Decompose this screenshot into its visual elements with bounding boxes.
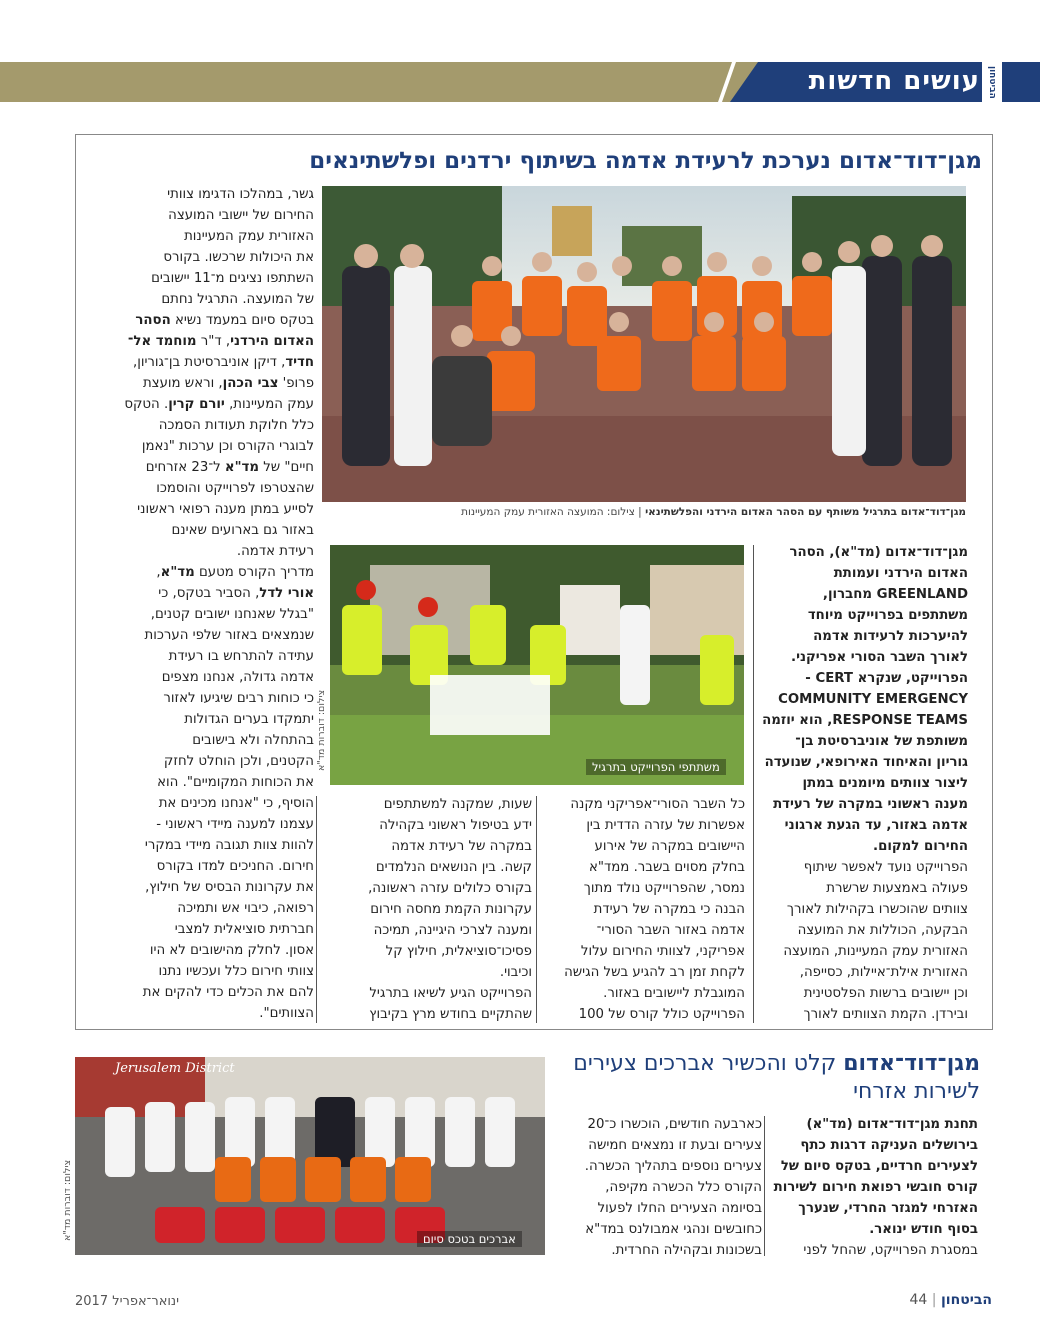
text-line: שעות, שמקנה למשתתפים (383, 797, 532, 812)
text-line: עתידה להתרחש בו רעידת (168, 649, 314, 664)
intro-line: מגן־דוד־אדום (מד"א), הסהר (789, 545, 968, 560)
text-line: הצוותים". (259, 1006, 314, 1021)
article2-col-right (768, 1114, 978, 1261)
section-title: עושים חדשות (808, 66, 980, 96)
text-line: רפואה, כיבוי אש ותמיכה (177, 901, 314, 916)
column-rule (764, 1116, 765, 1256)
article-col-mid (540, 794, 745, 1025)
photo-caption: מגן־דוד־אדום בתרגיל משותף עם הסהר האדום הירדני והפלשתינאי (645, 506, 966, 518)
text-line: במקרה של רעידת אדמה (391, 839, 532, 854)
text-line: האזורית עמק המעיינות, המועצה (783, 944, 968, 959)
text-line: הפרוייקט כולל קורס של 100 (578, 1007, 745, 1022)
text-line: "בגלל שאנחנו ישובים קטנים, (150, 607, 314, 622)
text-line: ומענה לצרכי היגיינה, תמיכה (373, 923, 532, 938)
text-line: כארבעה חודשים, הוכשרו כ־20 (587, 1117, 762, 1132)
footer-date: ינואר־אפריל 2017 (75, 1294, 180, 1309)
intro-line: לאורך השבר הסורי אפריקני. (791, 650, 968, 665)
text-line: הבנה כי במקרה של רעידת (593, 902, 745, 917)
text-line: בקורס כלולים עזרה ראשונה, (368, 881, 532, 896)
text-line: כחובשים ונהגי אמבולנס במד"א (585, 1222, 762, 1237)
text-line: בירושלים העניקה דרגות כתף (800, 1138, 978, 1153)
group-photo-image (322, 186, 966, 502)
text-line: לקחת זמן רב להגיע בשל הגישה (564, 965, 745, 980)
text-line: פרופ' צבי הכהן, וראש מועצת (142, 376, 314, 391)
article-intro (758, 542, 968, 857)
graduates-banner-text: Jerusalem District (115, 1061, 235, 1076)
column-rule (536, 796, 537, 1023)
column-rule (753, 545, 754, 1023)
text-line: באזור גם בארועים שאינם (171, 523, 314, 538)
article2-title-line2: לשירות אזרחי (853, 1079, 980, 1104)
text-line: כי כוחות רבים שיגיעו לאזור (163, 691, 314, 706)
text-line: חדיד, דיקן אוניברסיטת בן־גוריון, (132, 355, 314, 370)
text-line: הקורס כלל הכשרה מקיפה, (605, 1180, 762, 1195)
text-line: הקטנים, ולכן הוחלט לחזק (163, 754, 314, 769)
text-line: אדמה גדולה, אנחנו מצפים (161, 670, 314, 685)
article2-title (500, 1050, 980, 1106)
text-line: אפשרות של עזרה הדדית בין (586, 818, 745, 833)
text-line: עצמנו למענה מיידי ראשוני - (156, 817, 314, 832)
intro-line: RESPONSE TEAMS, הוא יוזמה (762, 713, 968, 728)
text-line: הוסיף, כי "אנחנו מכינים את (158, 796, 314, 811)
text-line: אסון. לחלק מהישובים לא היו (149, 943, 314, 958)
article2-title-bold: מגן־דוד־אדום (843, 1051, 980, 1076)
intro-line: להיערכות לרעידות אדמה (813, 629, 968, 644)
text-line: צעירים נוספים בתהליך הכשרה. (584, 1159, 762, 1174)
text-line: בסיומה הצעירים החלו לפעול (597, 1201, 762, 1216)
column-rule (316, 796, 317, 1023)
intro-line: משותפת של אוניברסיטת בן־ (795, 734, 968, 749)
text-line: בסוף חודש ינואר. (869, 1222, 978, 1237)
article-title: מגן־דוד־אדום נערכת לרעידת אדמה בשיתוף ירדנים ופלשתינאים (309, 148, 982, 174)
text-line: האזרחי למגזר החרדי, שנערך (798, 1201, 978, 1216)
text-line: רעידת אדמה. (236, 544, 314, 559)
text-line: הפרוייקט נועד לאפשר שיתוף (803, 860, 968, 875)
text-line: חברתית סוציאלית למצבי (174, 922, 314, 937)
text-line: האזורית עמק המעיינות (184, 229, 314, 244)
article-col-left (322, 794, 532, 1025)
text-line: תחנת מגן־דוד־אדום (מד"א) (806, 1117, 978, 1132)
text-line: אדמה באזור השבר הסורי־ (596, 923, 745, 938)
intro-line: משתתפים בפרוייקט מיוחד (807, 608, 968, 623)
text-line: חירום. החניכים למדו בקורס (156, 859, 314, 874)
intro-line: גוריון והאיחוד האירופאי, שנועדה (764, 755, 968, 770)
graduates-photo-image (75, 1057, 545, 1255)
text-line: קורס חובשי רפואת חירום לשירות (773, 1180, 978, 1195)
text-line: החירום של יישובי המועצה (168, 208, 314, 223)
article2-col-left (552, 1114, 762, 1261)
text-line: את היכולות שרכשו. בקורס (163, 250, 314, 265)
text-line: לסייע במתן מענה רפואי ראשוני (137, 502, 314, 517)
text-line: אורי לדל, הסביר בטקס, כי (158, 586, 314, 601)
footer-separator: | (927, 1292, 937, 1308)
intro-line: GREENLAND מחברון, (822, 587, 968, 602)
text-line: שהצטרפו לפרוייקט והוסמכו (156, 481, 314, 496)
intro-line: הפרוייקט, שנקרא CERT - (805, 671, 968, 686)
text-line: פסיכו־סוציאלית, חילוץ קל (385, 944, 532, 959)
brand-tab: הביטחון (982, 62, 1002, 102)
text-line: בהתחלה ולא בישובים (192, 733, 314, 748)
exercise-photo-image (330, 545, 744, 785)
text-line: הבקעה, הכוללות את המועצה (797, 923, 968, 938)
text-line: האדום הירדני, ד"ר מוחמד אל־ (127, 334, 314, 349)
text-line: לצעירים חרדיים, בטקס סיום של (780, 1159, 978, 1174)
photo-credit: צילום: המועצה האזורית עמק המעיינות (461, 506, 635, 518)
intro-line: החירום למקום. (873, 839, 968, 854)
footer-brand: הביטחון (940, 1292, 992, 1308)
text-line: עמק המעיינות, יורם קרין. הטקס (124, 397, 314, 412)
text-line: עקרונות הקמת מחסה חירום (370, 902, 532, 917)
text-line: האזורית אילת־איילות, כסייפה, (799, 965, 968, 980)
text-line: בטקס סיום במעמד נשיא הסהר (135, 313, 314, 328)
text-line: המוגבלת ליישובים באזור. (603, 986, 745, 1001)
text-line: פעולה באמצעות שרשרת (826, 881, 968, 896)
exercise-photo-caption: משתתפי הפרוייקט בתרגיל (586, 759, 726, 775)
footer-page-number: 44 (909, 1292, 928, 1308)
text-line: כל השבר הסורי־אפריקני מקנה (570, 797, 745, 812)
text-line: להם את הכלים כדי להקים את (142, 985, 314, 1000)
text-line: את הכוחות המקומיים". הוא (157, 775, 314, 790)
article2-title-line1 (500, 1050, 980, 1078)
exercise-photo-credit: צילום: דוברות מד"א (316, 690, 327, 772)
photo-caption-bar (322, 506, 966, 528)
text-line: מדריך הקורס מטעם מד"א, (156, 565, 314, 580)
text-line: בשכונות ובקהילה החרדית. (611, 1243, 762, 1258)
text-line: וכן יישובים ברשות הפלסטינית (803, 986, 968, 1001)
text-line: את עקרונות הבסיס של חילוץ, (145, 880, 314, 895)
footer-page (910, 1292, 992, 1308)
text-line: קשה. בין הנושאים הנלמדים (375, 860, 532, 875)
text-line: ידע בטיפול ראשוני בקהילה (379, 818, 532, 833)
text-line: הפרוייקט הגיע לשיאו בתרגיל (369, 986, 532, 1001)
graduates-photo (75, 1057, 545, 1255)
text-line: השתתפו נציגים מ־11 יישובים (151, 271, 314, 286)
graduates-photo-credit: צילום: דוברות מד"א (62, 1160, 73, 1242)
article-col-right (758, 857, 968, 1025)
text-line: שהתקיים בחודש מרץ בקיבוץ (369, 1007, 532, 1022)
text-line: בחלק מסוים בשבר. ממד"א (589, 860, 745, 875)
text-line: גשר, במהלכו הדגימו צוותי (167, 187, 314, 202)
text-line: להוות צוות תגובה מיידי במקרי (144, 838, 314, 853)
intro-line: האדום הירדני ועמותת (833, 566, 968, 581)
text-line: היישובים במקרה של אירוע (594, 839, 745, 854)
exercise-photo (330, 545, 744, 785)
text-line: חיים" של מד"א ל־23 אזרחים (145, 460, 314, 475)
text-line: במסגרת הפרוייקט, שהחל לפני (803, 1243, 978, 1258)
text-line: צוותי חירום כלל ועכשיו נתנו (158, 964, 314, 979)
intro-line: מענה ראשוני במקרה של רעידת (773, 797, 968, 812)
text-line: וכיבוי. (499, 965, 532, 980)
group-photo (322, 186, 966, 502)
text-line: יתמקדו בערים הגדולות (184, 712, 314, 727)
caption-separator: | (634, 506, 642, 518)
text-line: שנמצאים באזור שלפי הערכות (144, 628, 314, 643)
article-col-far (94, 184, 314, 1024)
text-line: צוותים שהוכשרו בקהילות לאורך (786, 902, 968, 917)
text-line: צעירים ובעת זו נמצאים חמישה (588, 1138, 762, 1153)
intro-line: COMMUNITY EMERGENCY (778, 692, 968, 707)
article2-title-rest: קלט והכשיר אברכים צעירים (573, 1051, 837, 1076)
text-line: נמסר, שהפרוייקט נולד מתוך (583, 881, 745, 896)
text-line: לבוגרי הקורס וכן ערכות "נאמן (141, 439, 314, 454)
text-line: ובירדן. הקמת הצוותים לאורך (803, 1007, 968, 1022)
text-line: כלל חלוקת תעודות הסמכה (158, 418, 314, 433)
text-line: של המועצה. התרגיל נחתם (161, 292, 314, 307)
graduates-photo-caption: אברכים בטכס סיום (417, 1231, 522, 1247)
intro-line: אדמה באזור, עד הגעת ארגוני (784, 818, 968, 833)
intro-line: ליצור צוותים מיומנים במתן (802, 776, 968, 791)
text-line: אפריקני, לצוותי החירום עלול (580, 944, 745, 959)
